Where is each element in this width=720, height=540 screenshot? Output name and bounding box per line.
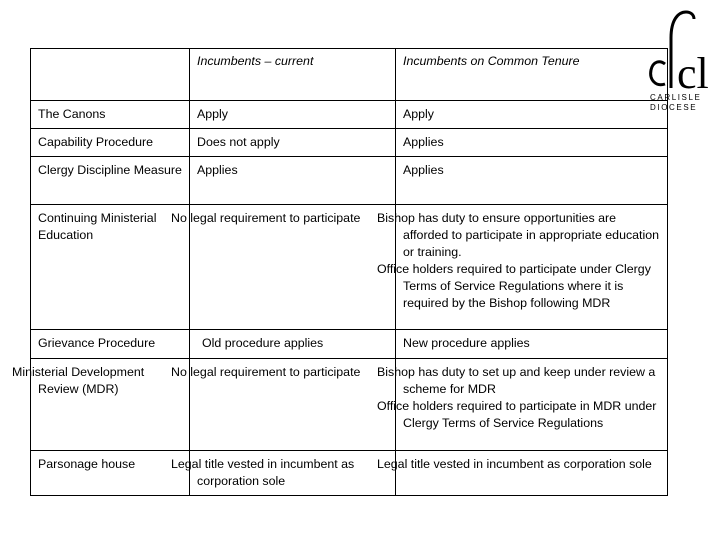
cell-current bbox=[171, 205, 396, 330]
logo-line-diocese: DIOCESE bbox=[650, 103, 698, 112]
cell-text: Ministerial Development Review (MDR) bbox=[12, 365, 145, 396]
cell-common bbox=[377, 359, 668, 451]
header-common-tenure: Incumbents on Common Tenure bbox=[396, 49, 668, 101]
cell-text: Old procedure applies bbox=[202, 336, 324, 350]
cell-common: Apply bbox=[396, 101, 668, 129]
logo-line-carlisle: CARLISLE bbox=[650, 93, 702, 102]
table-row bbox=[31, 129, 668, 157]
cell-text: Legal title vested in incumbent as corporation sole bbox=[377, 457, 652, 471]
cell-text-duty: Bishop has duty to set up and keep under review a scheme for MDR bbox=[377, 365, 656, 396]
cell-text: No legal requirement to participate bbox=[171, 365, 361, 379]
cell-common bbox=[377, 451, 668, 496]
cell-current: Applies bbox=[190, 157, 396, 205]
row-label: Parsonage house bbox=[31, 451, 190, 496]
row-label: Capability Procedure bbox=[31, 129, 190, 157]
cell-text: No legal requirement to participate bbox=[171, 211, 361, 225]
table-header-row bbox=[31, 49, 668, 101]
cell-text-duty: Bishop has duty to ensure opportunities are afforded to participate in appropriate education or training. bbox=[377, 211, 660, 259]
table-row bbox=[31, 157, 668, 205]
cell-common bbox=[377, 205, 668, 330]
cell-text: Legal title vested in incumbent as corporation sole bbox=[171, 457, 355, 488]
cell-current bbox=[171, 359, 396, 451]
cell-text-requirement: Office holders required to participate under Clergy Terms of Service Regulations where it is required by the Bishop following MDR bbox=[377, 262, 651, 310]
cell-current: Apply bbox=[190, 101, 396, 129]
cell-common: Applies bbox=[396, 157, 668, 205]
header-blank bbox=[31, 49, 190, 101]
table-row bbox=[31, 101, 668, 129]
table-row bbox=[31, 359, 668, 451]
cell-current: Does not apply bbox=[190, 129, 396, 157]
row-label: The Canons bbox=[31, 101, 190, 129]
table-row bbox=[31, 451, 668, 496]
tenure-comparison-table bbox=[12, 48, 668, 496]
logo-monogram: cl bbox=[677, 49, 709, 92]
cell-current bbox=[190, 330, 396, 359]
cell-common: Applies bbox=[396, 129, 668, 157]
table-row bbox=[31, 205, 668, 330]
cell-common: New procedure applies bbox=[396, 330, 668, 359]
row-label bbox=[12, 359, 190, 451]
row-label: Clergy Discipline Measure bbox=[31, 157, 190, 205]
header-incumbents-current: Incumbents – current bbox=[190, 49, 396, 101]
row-label: Grievance Procedure bbox=[31, 330, 190, 359]
cell-text-requirement: Office holders required to participate in MDR under Clergy Terms of Service Regulations bbox=[377, 399, 657, 430]
table-row bbox=[31, 330, 668, 359]
row-label: Continuing Ministerial Education bbox=[31, 205, 190, 330]
cell-current bbox=[171, 451, 396, 496]
